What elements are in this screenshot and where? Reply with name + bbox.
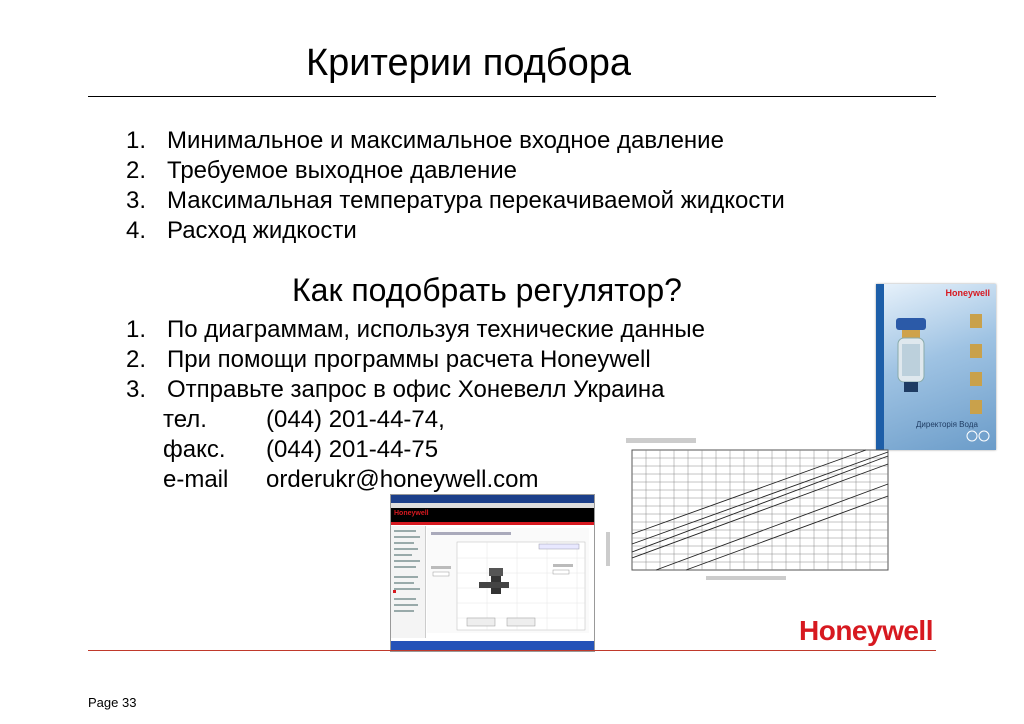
slide-title: Критерии подбора [306, 42, 631, 84]
company-logo: Honeywell [799, 615, 933, 646]
email-link[interactable]: orderukr@honeywell.com [266, 466, 539, 493]
software-screenshot [390, 494, 595, 652]
app-accent-bar [391, 522, 594, 525]
fax-label: факс. [163, 436, 226, 463]
list-text: Минимальное и максимальное входное давление [167, 127, 724, 154]
app-brand: Honeywell [394, 510, 429, 517]
fax-value: (044) 201-44-75 [266, 436, 439, 463]
list-number: 1. [126, 316, 147, 343]
section-subtitle: Как подобрать регулятор? [292, 272, 682, 308]
diagram-y-caption-bar [606, 532, 610, 566]
calculator-form-art [427, 528, 589, 633]
list-text: По диаграммам, используя технические данные [167, 316, 705, 343]
email-label: e-mail [163, 466, 229, 493]
brochure-image [876, 284, 996, 450]
phone-value: (044) 201-44-74, [266, 406, 445, 433]
list-text: Отправьте запрос в офис Хоневелл Украина [167, 376, 665, 403]
sidebar-menu-art [391, 526, 425, 638]
page-number: Page 33 [88, 695, 137, 710]
list-number: 2. [126, 157, 147, 184]
app-banner [391, 508, 594, 522]
list-text: Требуемое выходное давление [167, 157, 517, 184]
title-divider [88, 96, 936, 97]
window-titlebar [391, 495, 594, 503]
app-sidebar [391, 526, 426, 638]
app-main [427, 528, 589, 633]
list-text: Максимальная температура перекачиваемой жидкости [167, 187, 785, 214]
list-number: 3. [126, 376, 147, 403]
list-text: Расход жидкости [167, 217, 357, 244]
footer-divider [88, 650, 936, 651]
phone-label: тел. [163, 406, 207, 433]
list-number: 2. [126, 346, 147, 373]
list-number: 4. [126, 217, 147, 244]
brochure-logo: Honeywell [945, 288, 990, 298]
brochure-caption: Директорія Вода [916, 420, 978, 429]
list-number: 3. [126, 187, 147, 214]
diagram-caption-bar [626, 438, 696, 443]
list-number: 1. [126, 127, 147, 154]
flow-diagram-figure [596, 436, 896, 588]
diagram-x-caption-bar [706, 576, 786, 580]
list-text: При помощи программы расчета Honeywell [167, 346, 651, 373]
